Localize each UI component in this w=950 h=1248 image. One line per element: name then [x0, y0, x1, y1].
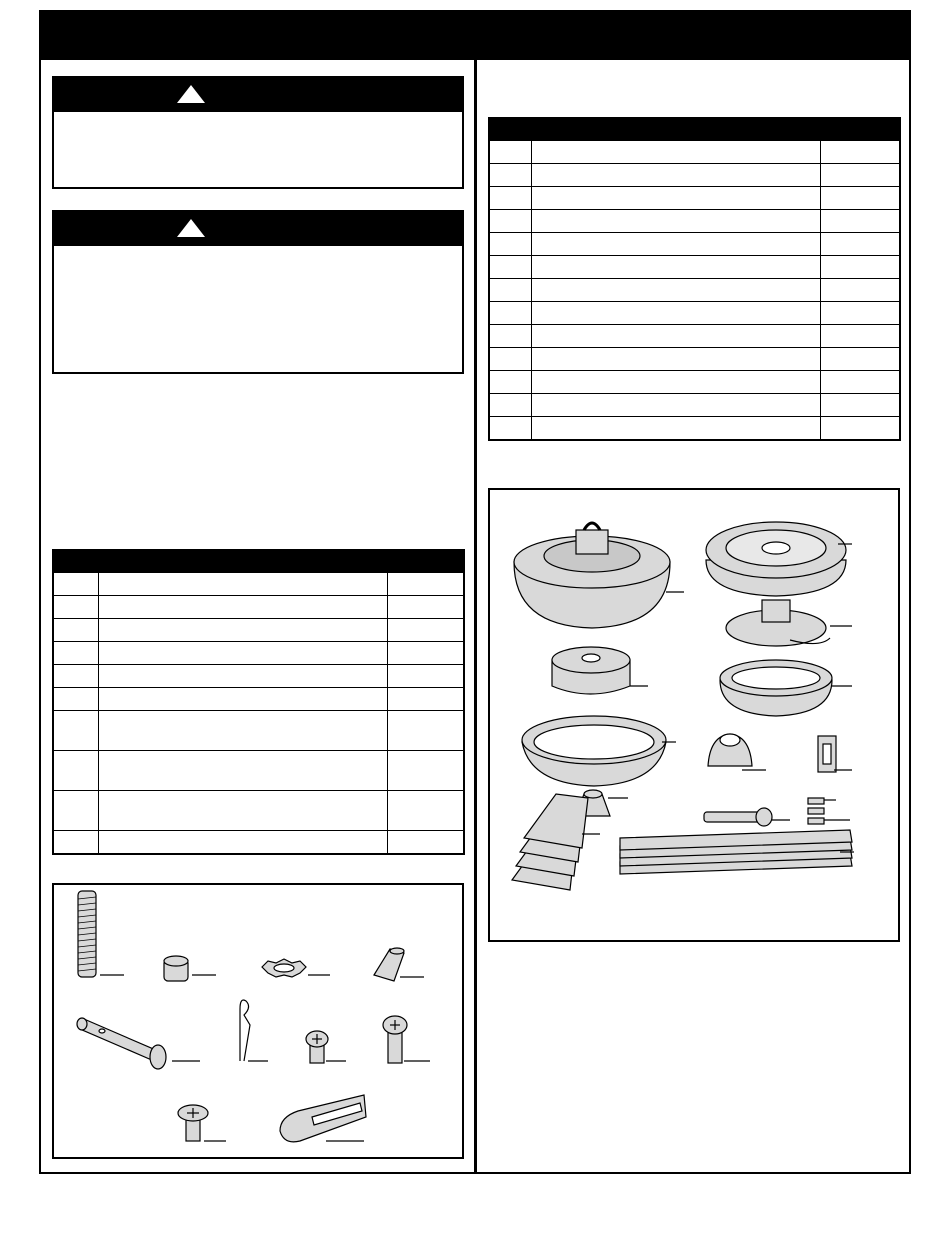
table-row	[53, 665, 464, 688]
table-cell	[532, 371, 821, 394]
warning-triangle-icon	[176, 84, 206, 104]
table-row	[489, 302, 900, 325]
table-cell	[99, 751, 388, 791]
table-cell	[489, 348, 532, 371]
downrod-icon	[704, 808, 790, 826]
table-cell	[821, 164, 901, 187]
table-cell	[53, 791, 99, 831]
table-cell	[99, 573, 388, 596]
wire-connector-icon	[374, 948, 424, 981]
blade-wedge-icon	[280, 1095, 366, 1142]
switch-housing-icon	[726, 600, 852, 646]
table-cell	[821, 210, 901, 233]
hardware-drawing	[54, 885, 462, 1157]
table-row	[489, 164, 900, 187]
warning-box-1	[52, 76, 464, 189]
receiver-connectors-icon	[808, 798, 850, 824]
table-cell	[99, 642, 388, 665]
table-row	[53, 619, 464, 642]
table-row	[53, 596, 464, 619]
table-row	[489, 256, 900, 279]
table-cell	[388, 711, 465, 751]
table-cell	[388, 573, 465, 596]
table-cell	[532, 210, 821, 233]
flat-screw-icon	[178, 1105, 226, 1141]
table-header-row	[53, 550, 464, 573]
table-row	[489, 187, 900, 210]
table-cell	[821, 256, 901, 279]
motor-housing-icon	[514, 523, 684, 628]
canopy-icon	[720, 660, 852, 716]
table-header-row	[489, 118, 900, 141]
table-cell	[388, 688, 465, 711]
warning-triangle-icon	[176, 218, 206, 238]
table-row	[53, 791, 464, 831]
table-cell	[53, 751, 99, 791]
table-header-cell	[532, 118, 821, 141]
table-cell	[532, 279, 821, 302]
table-cell	[53, 831, 99, 855]
table-cell	[489, 187, 532, 210]
table-header-cell	[489, 118, 532, 141]
table-cell	[388, 831, 465, 855]
table-cell	[532, 256, 821, 279]
page-frame	[39, 10, 911, 1174]
blade-arms-icon	[512, 794, 600, 890]
table-cell	[821, 233, 901, 256]
table-row	[489, 371, 900, 394]
table-cell	[821, 417, 901, 441]
table-cell	[388, 642, 465, 665]
table-cell	[489, 210, 532, 233]
page-title	[41, 12, 909, 60]
table-cell	[532, 302, 821, 325]
table-cell	[489, 141, 532, 164]
table-row	[489, 325, 900, 348]
clevis-pin-icon	[77, 1018, 200, 1069]
table-cell	[53, 619, 99, 642]
table-cell	[532, 164, 821, 187]
table-header-cell	[821, 118, 901, 141]
table-cell	[489, 371, 532, 394]
table-cell	[532, 141, 821, 164]
warning-header-1	[54, 78, 462, 112]
warning-header-2	[54, 212, 462, 246]
table-cell	[99, 831, 388, 855]
wall-plate-icon	[818, 736, 852, 772]
table-row	[53, 688, 464, 711]
hairpin-clip-icon	[240, 1000, 268, 1061]
table-header-cell	[99, 550, 388, 573]
table-header-cell	[388, 550, 465, 573]
table-cell	[532, 325, 821, 348]
table-cell	[532, 233, 821, 256]
table-header-cell	[53, 550, 99, 573]
table-cell	[489, 325, 532, 348]
table-cell	[99, 791, 388, 831]
table-cell	[388, 665, 465, 688]
table-cell	[821, 187, 901, 210]
table-row	[53, 642, 464, 665]
mounting-bracket-icon	[708, 734, 766, 770]
short-screw-icon	[306, 1031, 346, 1063]
table-cell	[821, 371, 901, 394]
table-cell	[388, 791, 465, 831]
table-cell	[532, 348, 821, 371]
table-row	[489, 141, 900, 164]
table-row	[489, 417, 900, 441]
table-cell	[489, 302, 532, 325]
table-cell	[532, 394, 821, 417]
table-cell	[99, 596, 388, 619]
blades-icon	[620, 830, 854, 874]
column-divider	[474, 60, 477, 1174]
parts-illustration	[488, 488, 900, 942]
table-cell	[53, 573, 99, 596]
table-row	[489, 348, 900, 371]
table-cell	[489, 233, 532, 256]
table-cell	[53, 642, 99, 665]
light-kit-cap-icon	[552, 647, 648, 694]
threaded-rod-icon	[78, 891, 124, 977]
table-cell	[53, 711, 99, 751]
table-row	[53, 711, 464, 751]
table-row	[489, 233, 900, 256]
table-cell	[821, 394, 901, 417]
table-cell	[821, 141, 901, 164]
fan-parts-table	[488, 117, 901, 441]
table-cell	[388, 619, 465, 642]
table-row	[489, 210, 900, 233]
table-cell	[99, 665, 388, 688]
table-cell	[489, 279, 532, 302]
table-cell	[53, 688, 99, 711]
hardware-parts-table	[52, 549, 465, 855]
table-cell	[53, 596, 99, 619]
table-cell	[99, 711, 388, 751]
table-row	[53, 573, 464, 596]
lock-washer-icon	[262, 959, 330, 977]
parts-drawing	[490, 490, 898, 940]
table-row	[489, 279, 900, 302]
hardware-illustration	[52, 883, 464, 1159]
table-cell	[489, 394, 532, 417]
table-row	[489, 394, 900, 417]
table-cell	[821, 348, 901, 371]
table-cell	[53, 665, 99, 688]
trim-ring-icon	[522, 716, 676, 786]
table-row	[53, 831, 464, 855]
table-cell	[821, 279, 901, 302]
table-cell	[532, 417, 821, 441]
table-cell	[388, 751, 465, 791]
table-cell	[99, 619, 388, 642]
table-cell	[532, 187, 821, 210]
table-cell	[489, 256, 532, 279]
table-cell	[821, 302, 901, 325]
table-cell	[388, 596, 465, 619]
table-cell	[489, 164, 532, 187]
mounting-plate-icon	[706, 522, 852, 596]
table-cell	[99, 688, 388, 711]
long-screw-icon	[383, 1016, 430, 1063]
table-row	[53, 751, 464, 791]
table-cell	[821, 325, 901, 348]
table-cell	[489, 417, 532, 441]
coupling-nut-icon	[164, 956, 216, 981]
warning-box-2	[52, 210, 464, 374]
